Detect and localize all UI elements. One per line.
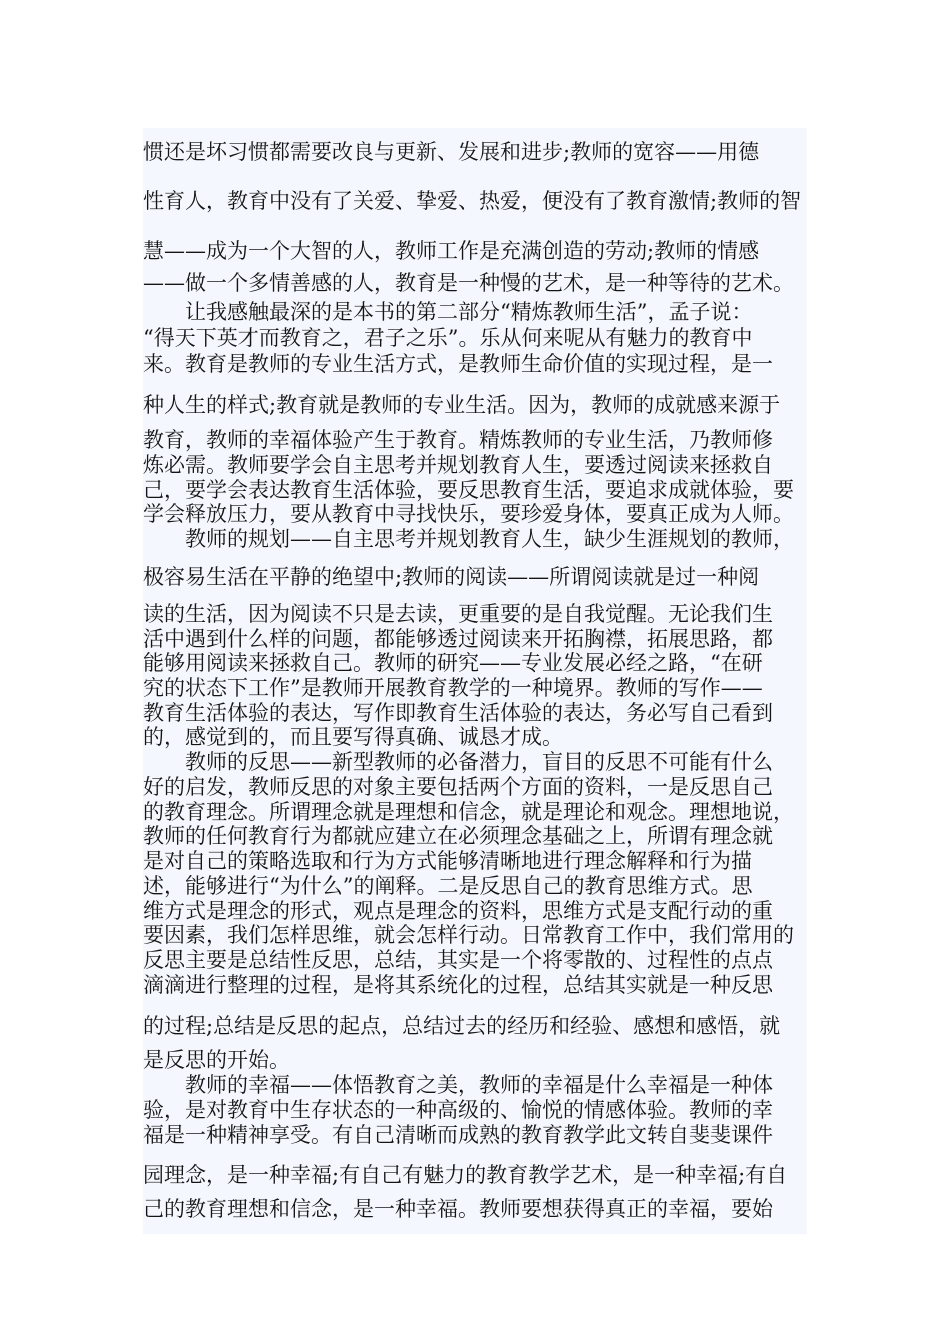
text-line: 滴滴进行整理的过程，是将其系统化的过程，总结其实就是一种反思 [143,973,773,997]
text-line: 炼必需。教师要学会自主思考并规划教育人生，要透过阅读来拯救自 [143,453,773,477]
text-line: 的教育理念。所谓理念就是理想和信念，就是理论和观念。理想地说， [143,800,794,824]
text-line: 教育生活体验的表达，写作即教育生活体验的表达，务必写自己看到 [143,701,773,725]
text-line: 来。教育是教师的专业生活方式，是教师生命价值的实现过程，是一 [143,352,773,376]
text-line: 验，是对教育中生存状态的一种高级的、愉悦的情感体验。教师的幸 [143,1098,773,1122]
text-line: 园理念，是一种幸福;有自己有魅力的教育教学艺术，是一种幸福;有自 [143,1163,788,1187]
text-line: 教师的任何教育行为都就应建立在必须理念基础之上，所谓有理念就 [143,824,773,848]
text-line: 教师的反思——新型教师的必备潜力，盲目的反思不可能有什么 [185,750,773,774]
text-line: 让我感触最深的是本书的第二部分“精炼教师生活”，孟子说： [185,300,753,324]
text-line: 教育，教师的幸福体验产生于教育。精炼教师的专业生活，乃教师修 [143,428,773,452]
text-line: 学会释放压力，要从教育中寻找快乐，要珍爱身体，要真正成为人师。 [143,502,794,526]
text-line: 反思主要是总结性反思，总结，其实是一个将零散的、过程性的点点 [143,948,773,972]
text-line: 要因素，我们怎样思维，就会怎样行动。日常教育工作中，我们常用的 [143,923,794,947]
text-line: “得天下英才而教育之，君子之乐”。乐从何来呢从有魅力的教育中 [143,326,753,350]
text-line: 是对自己的策略选取和行为方式能够清晰地进行理念解释和行为描 [143,849,752,873]
text-line: 究的状态下工作”是教师开展教育教学的一种境界。教师的写作—— [143,676,763,700]
text-line: 好的启发，教师反思的对象主要包括两个方面的资料，一是反思自己 [143,775,773,799]
text-line: 读的生活，因为阅读不只是去读，更重要的是自我觉醒。无论我们生 [143,602,773,626]
text-line: 慧——成为一个大智的人，教师工作是充满创造的劳动;教师的情感 [143,239,760,263]
text-line: 惯还是坏习惯都需要改良与更新、发展和进步;教师的宽容——用德 [143,140,760,164]
text-line: ——做一个多情善感的人，教育是一种慢的艺术，是一种等待的艺术。 [143,271,794,295]
text-line: 是反思的开始。 [143,1048,290,1072]
text-line: 的过程;总结是反思的起点，总结过去的经历和经验、感想和感悟，就 [143,1014,781,1038]
text-line: 性育人，教育中没有了关爱、挚爱、热爱，便没有了教育激情;教师的智 [143,189,802,213]
text-line: 教师的规划——自主思考并规划教育人生，缺少生涯规划的教师， [185,527,794,551]
text-line: 述，能够进行“为什么”的阐释。二是反思自己的教育思维方式。思 [143,874,753,898]
text-line: 种人生的样式;教育就是教师的专业生活。因为，教师的成就感来源于 [143,393,781,417]
text-line: 福是一种精神享受。有自己清晰而成熟的教育教学此文转自斐斐课件 [143,1123,773,1147]
text-line: 活中遇到什么样的问题，都能够透过阅读来开拓胸襟，拓展思路，都 [143,627,773,651]
text-line: 维方式是理念的形式，观点是理念的资料，思维方式是支配行动的重 [143,899,773,923]
text-line: 极容易生活在平静的绝望中;教师的阅读——所谓阅读就是过一种阅 [143,565,760,589]
text-line: 己的教育理想和信念，是一种幸福。教师要想获得真正的幸福，要始 [143,1197,773,1221]
text-line: 己，要学会表达教育生活体验，要反思教育生活，要追求成就体验，要 [143,478,794,502]
text-line: 教师的幸福——体悟教育之美，教师的幸福是什么幸福是一种体 [185,1073,773,1097]
text-line: 能够用阅读来拯救自己。教师的研究——专业发展必经之路，“在研 [143,651,763,675]
text-line: 的，感觉到的，而且要写得真确、诚恳才成。 [143,725,563,749]
